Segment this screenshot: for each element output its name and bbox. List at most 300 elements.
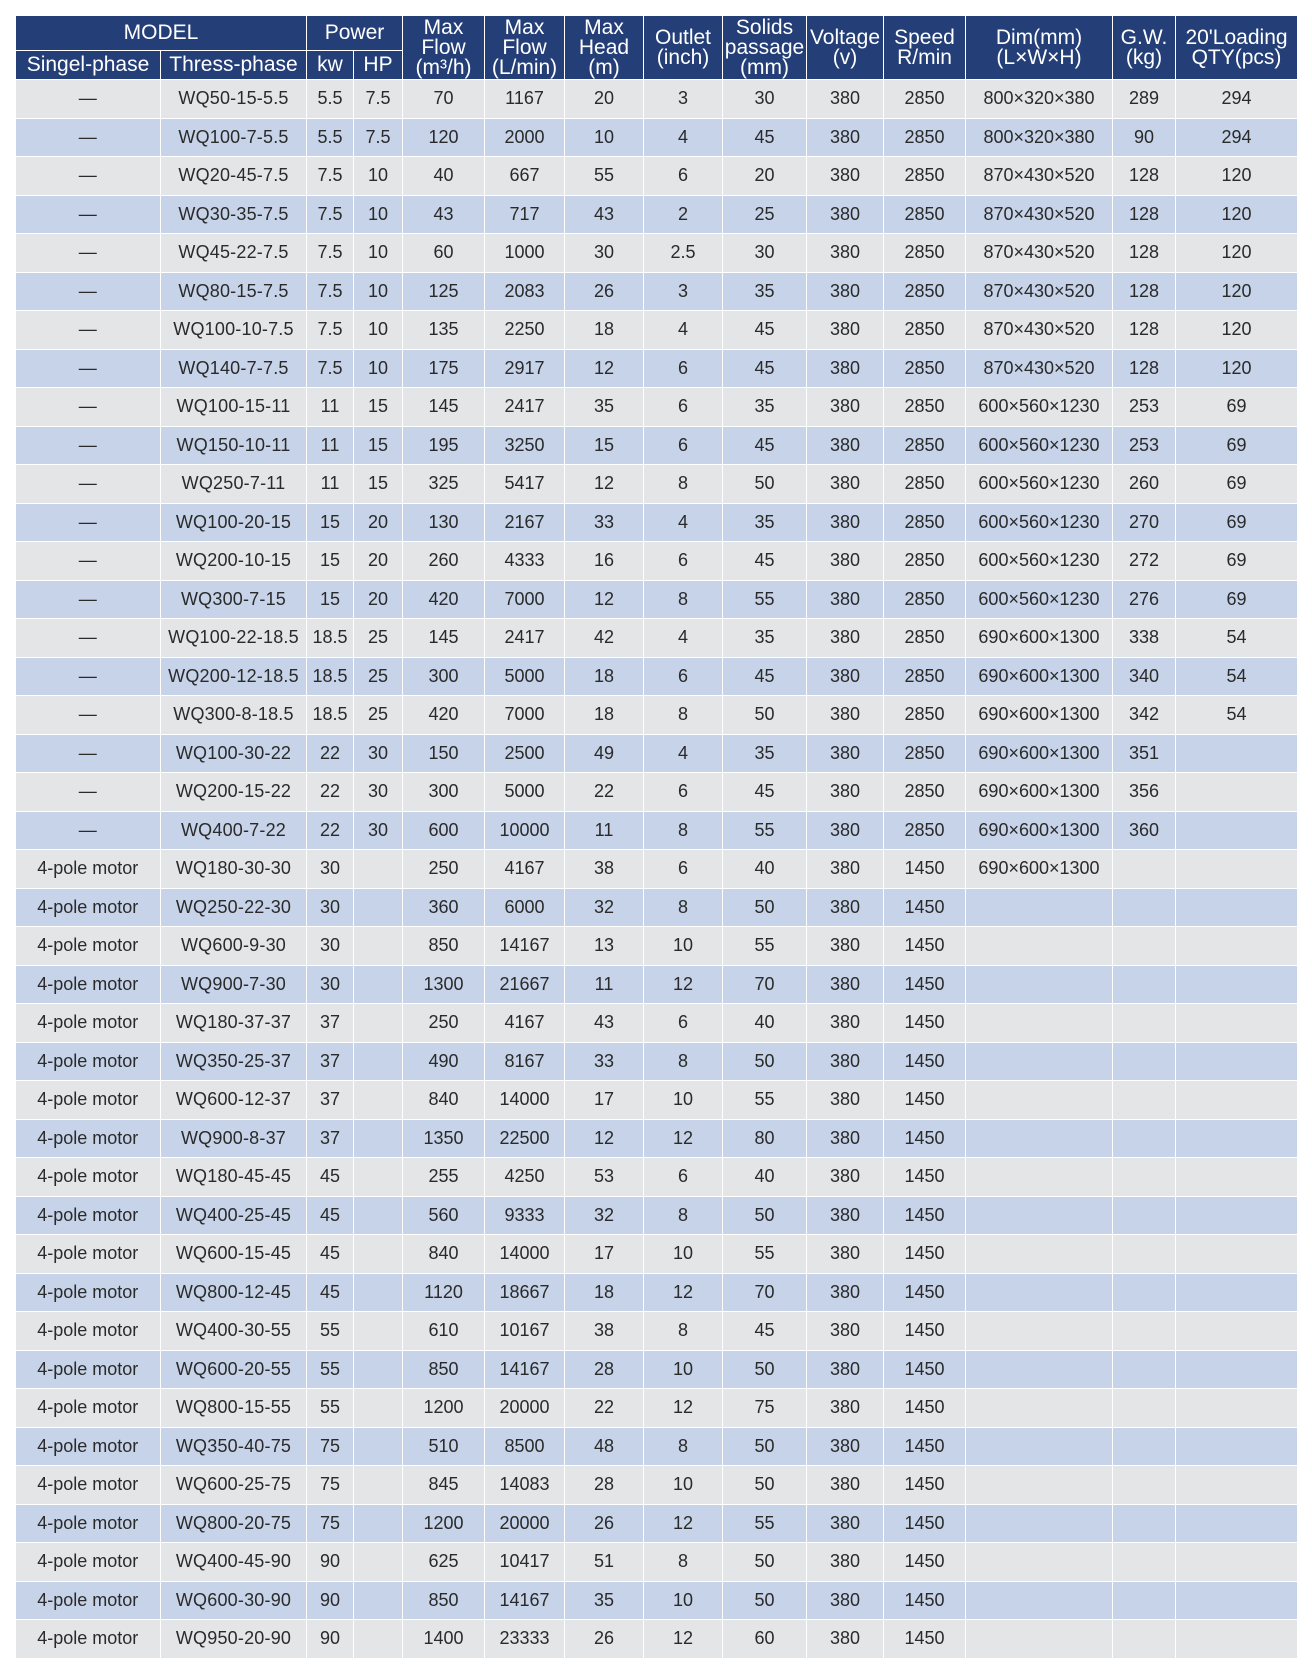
cell-hp: 30: [354, 734, 403, 773]
cell-three-phase: WQ80-15-7.5: [161, 272, 307, 311]
table-row: [16, 465, 1298, 504]
cell-single-phase: —: [16, 580, 161, 619]
cell-gw: [1113, 1504, 1176, 1543]
cell-dim: [966, 1350, 1113, 1389]
cell-solids: 60: [723, 1620, 807, 1659]
cell-head: 18: [565, 696, 644, 735]
cell-dim: 870×430×520: [966, 157, 1113, 196]
cell-qty: [1176, 1389, 1298, 1428]
cell-hp: 25: [354, 619, 403, 658]
header-hp: HP: [354, 51, 403, 80]
cell-single-phase: 4-pole motor: [16, 1158, 161, 1197]
cell-kw: 90: [307, 1543, 354, 1582]
cell-outlet: 10: [644, 927, 723, 966]
cell-outlet: 6: [644, 542, 723, 581]
cell-voltage: 380: [807, 426, 884, 465]
cell-single-phase: 4-pole motor: [16, 1581, 161, 1620]
cell-flow-m3h: 420: [403, 696, 485, 735]
cell-single-phase: —: [16, 811, 161, 850]
cell-speed: 1450: [884, 1350, 966, 1389]
cell-head: 35: [565, 388, 644, 427]
cell-gw: 260: [1113, 465, 1176, 504]
cell-hp: [354, 1350, 403, 1389]
cell-speed: 1450: [884, 1389, 966, 1428]
cell-dim: [966, 927, 1113, 966]
cell-voltage: 380: [807, 503, 884, 542]
cell-hp: 10: [354, 349, 403, 388]
cell-outlet: 6: [644, 773, 723, 812]
cell-three-phase: WQ900-7-30: [161, 965, 307, 1004]
cell-flow-lmin: 5000: [485, 773, 565, 812]
cell-three-phase: WQ100-10-7.5: [161, 311, 307, 350]
cell-outlet: 8: [644, 696, 723, 735]
header-max-head: [565, 16, 644, 80]
table-row: [16, 1158, 1298, 1197]
cell-qty: [1176, 1581, 1298, 1620]
cell-kw: 37: [307, 1081, 354, 1120]
cell-single-phase: —: [16, 619, 161, 658]
cell-flow-m3h: 850: [403, 1350, 485, 1389]
cell-speed: 2850: [884, 80, 966, 119]
cell-outlet: 2: [644, 195, 723, 234]
cell-gw: [1113, 1273, 1176, 1312]
header-solids-passage: [723, 16, 807, 80]
cell-voltage: 380: [807, 1081, 884, 1120]
cell-head: 12: [565, 465, 644, 504]
cell-dim: [966, 1042, 1113, 1081]
cell-head: 12: [565, 1119, 644, 1158]
cell-kw: 18.5: [307, 696, 354, 735]
cell-dim: 870×430×520: [966, 272, 1113, 311]
cell-speed: 1450: [884, 1620, 966, 1659]
cell-three-phase: WQ50-15-5.5: [161, 80, 307, 119]
cell-three-phase: WQ800-20-75: [161, 1504, 307, 1543]
cell-flow-lmin: 4250: [485, 1158, 565, 1197]
cell-gw: [1113, 1158, 1176, 1197]
cell-speed: 2850: [884, 311, 966, 350]
cell-flow-lmin: 14083: [485, 1466, 565, 1505]
cell-head: 16: [565, 542, 644, 581]
cell-single-phase: 4-pole motor: [16, 1196, 161, 1235]
cell-single-phase: —: [16, 773, 161, 812]
cell-three-phase: WQ900-8-37: [161, 1119, 307, 1158]
cell-solids: 45: [723, 773, 807, 812]
cell-outlet: 6: [644, 850, 723, 889]
cell-solids: 30: [723, 234, 807, 273]
cell-solids: 40: [723, 1158, 807, 1197]
cell-dim: 870×430×520: [966, 311, 1113, 350]
cell-hp: 30: [354, 811, 403, 850]
table-row: [16, 272, 1298, 311]
cell-flow-lmin: 8167: [485, 1042, 565, 1081]
cell-hp: [354, 1042, 403, 1081]
cell-flow-m3h: 130: [403, 503, 485, 542]
cell-solids: 50: [723, 1350, 807, 1389]
cell-voltage: 380: [807, 1350, 884, 1389]
cell-kw: 30: [307, 965, 354, 1004]
cell-kw: 45: [307, 1196, 354, 1235]
cell-head: 11: [565, 965, 644, 1004]
table-header: [16, 16, 1298, 80]
cell-qty: [1176, 1158, 1298, 1197]
cell-hp: [354, 1620, 403, 1659]
cell-outlet: 10: [644, 1581, 723, 1620]
cell-head: 12: [565, 349, 644, 388]
cell-solids: 45: [723, 542, 807, 581]
table-row: [16, 311, 1298, 350]
cell-single-phase: —: [16, 349, 161, 388]
cell-kw: 11: [307, 388, 354, 427]
cell-flow-m3h: 1300: [403, 965, 485, 1004]
cell-head: 17: [565, 1081, 644, 1120]
cell-outlet: 4: [644, 311, 723, 350]
cell-outlet: 12: [644, 965, 723, 1004]
cell-voltage: 380: [807, 349, 884, 388]
cell-speed: 2850: [884, 657, 966, 696]
cell-voltage: 380: [807, 1042, 884, 1081]
cell-flow-m3h: 300: [403, 773, 485, 812]
cell-voltage: 380: [807, 1004, 884, 1043]
table-row: [16, 1581, 1298, 1620]
cell-outlet: 6: [644, 657, 723, 696]
cell-flow-lmin: 10000: [485, 811, 565, 850]
cell-hp: [354, 850, 403, 889]
cell-three-phase: WQ250-7-11: [161, 465, 307, 504]
cell-flow-m3h: 70: [403, 80, 485, 119]
cell-flow-lmin: 14167: [485, 927, 565, 966]
cell-flow-lmin: 20000: [485, 1504, 565, 1543]
cell-kw: 7.5: [307, 157, 354, 196]
cell-voltage: 380: [807, 157, 884, 196]
cell-hp: 15: [354, 388, 403, 427]
cell-speed: 2850: [884, 773, 966, 812]
cell-speed: 1450: [884, 1119, 966, 1158]
header-line: Max: [504, 15, 545, 39]
table-row: [16, 734, 1298, 773]
cell-voltage: 380: [807, 696, 884, 735]
header-voltage: [807, 16, 884, 80]
header-max-flow-m3h: [403, 16, 485, 80]
cell-hp: [354, 888, 403, 927]
cell-voltage: 380: [807, 1427, 884, 1466]
cell-flow-lmin: 14000: [485, 1235, 565, 1274]
table-row: [16, 696, 1298, 735]
cell-solids: 50: [723, 696, 807, 735]
cell-flow-lmin: 7000: [485, 696, 565, 735]
cell-flow-m3h: 560: [403, 1196, 485, 1235]
cell-dim: [966, 1081, 1113, 1120]
cell-qty: [1176, 811, 1298, 850]
header-line: (m): [588, 55, 620, 79]
cell-single-phase: 4-pole motor: [16, 1119, 161, 1158]
cell-speed: 1450: [884, 1581, 966, 1620]
cell-flow-m3h: 850: [403, 1581, 485, 1620]
cell-flow-m3h: 145: [403, 619, 485, 658]
header-dimensions: [966, 16, 1113, 80]
cell-gw: 253: [1113, 426, 1176, 465]
header-line: (v): [832, 45, 858, 69]
cell-solids: 25: [723, 195, 807, 234]
table-row: [16, 1466, 1298, 1505]
cell-gw: [1113, 1581, 1176, 1620]
cell-gw: 128: [1113, 195, 1176, 234]
cell-solids: 40: [723, 850, 807, 889]
cell-voltage: 380: [807, 1504, 884, 1543]
cell-hp: 10: [354, 272, 403, 311]
header-model-label: MODEL: [123, 21, 199, 44]
cell-dim: [966, 1466, 1113, 1505]
cell-flow-lmin: 18667: [485, 1273, 565, 1312]
cell-hp: 30: [354, 773, 403, 812]
cell-head: 55: [565, 157, 644, 196]
cell-speed: 2850: [884, 195, 966, 234]
cell-flow-lmin: 2500: [485, 734, 565, 773]
cell-voltage: 380: [807, 1581, 884, 1620]
cell-flow-lmin: 2417: [485, 388, 565, 427]
cell-hp: 25: [354, 696, 403, 735]
cell-head: 51: [565, 1543, 644, 1582]
cell-dim: [966, 1119, 1113, 1158]
table-row: [16, 1004, 1298, 1043]
cell-outlet: 3: [644, 272, 723, 311]
table-row: [16, 1196, 1298, 1235]
cell-head: 26: [565, 1620, 644, 1659]
cell-solids: 70: [723, 965, 807, 1004]
cell-solids: 50: [723, 465, 807, 504]
cell-three-phase: WQ300-8-18.5: [161, 696, 307, 735]
cell-three-phase: WQ350-40-75: [161, 1427, 307, 1466]
cell-qty: [1176, 1427, 1298, 1466]
header-three-phase: Thress-phase: [161, 51, 307, 80]
cell-dim: 690×600×1300: [966, 657, 1113, 696]
cell-flow-lmin: 717: [485, 195, 565, 234]
table-row: [16, 542, 1298, 581]
header-outlet: [644, 16, 723, 80]
table-row: [16, 388, 1298, 427]
table-row: [16, 619, 1298, 658]
header-line: Outlet: [654, 25, 712, 49]
cell-kw: 22: [307, 773, 354, 812]
cell-solids: 40: [723, 1004, 807, 1043]
cell-speed: 1450: [884, 1466, 966, 1505]
cell-flow-lmin: 9333: [485, 1196, 565, 1235]
table-row: [16, 773, 1298, 812]
cell-dim: [966, 1004, 1113, 1043]
header-line: R/min: [897, 45, 952, 69]
cell-outlet: 3: [644, 80, 723, 119]
cell-solids: 45: [723, 657, 807, 696]
cell-speed: 1450: [884, 1504, 966, 1543]
cell-speed: 1450: [884, 850, 966, 889]
cell-flow-m3h: 1400: [403, 1620, 485, 1659]
cell-kw: 15: [307, 503, 354, 542]
cell-kw: 18.5: [307, 619, 354, 658]
cell-flow-lmin: 23333: [485, 1620, 565, 1659]
cell-kw: 5.5: [307, 80, 354, 119]
cell-head: 18: [565, 1273, 644, 1312]
header-speed: [884, 16, 966, 80]
cell-single-phase: —: [16, 388, 161, 427]
cell-outlet: 8: [644, 580, 723, 619]
cell-voltage: 380: [807, 388, 884, 427]
table-row: [16, 888, 1298, 927]
header-line: (m³/h): [415, 55, 472, 79]
cell-outlet: 4: [644, 734, 723, 773]
cell-hp: 7.5: [354, 118, 403, 157]
cell-flow-m3h: 420: [403, 580, 485, 619]
cell-solids: 55: [723, 811, 807, 850]
cell-gw: 276: [1113, 580, 1176, 619]
cell-qty: 120: [1176, 157, 1298, 196]
cell-flow-lmin: 14167: [485, 1350, 565, 1389]
cell-gw: [1113, 1389, 1176, 1428]
cell-head: 20: [565, 80, 644, 119]
cell-gw: [1113, 1235, 1176, 1274]
cell-head: 48: [565, 1427, 644, 1466]
cell-speed: 1450: [884, 888, 966, 927]
cell-hp: [354, 1389, 403, 1428]
cell-gw: 128: [1113, 272, 1176, 311]
cell-dim: [966, 1196, 1113, 1235]
cell-qty: [1176, 1620, 1298, 1659]
cell-qty: [1176, 1466, 1298, 1505]
cell-hp: [354, 1119, 403, 1158]
cell-flow-lmin: 14167: [485, 1581, 565, 1620]
cell-outlet: 8: [644, 811, 723, 850]
cell-speed: 2850: [884, 465, 966, 504]
cell-qty: [1176, 1504, 1298, 1543]
cell-single-phase: 4-pole motor: [16, 1235, 161, 1274]
cell-head: 18: [565, 311, 644, 350]
cell-three-phase: WQ300-7-15: [161, 580, 307, 619]
cell-speed: 2850: [884, 426, 966, 465]
header-line: 20'Loading: [1185, 25, 1288, 49]
cell-single-phase: —: [16, 311, 161, 350]
cell-speed: 2850: [884, 234, 966, 273]
cell-flow-m3h: 195: [403, 426, 485, 465]
cell-solids: 35: [723, 619, 807, 658]
cell-qty: 54: [1176, 619, 1298, 658]
cell-flow-m3h: 43: [403, 195, 485, 234]
cell-solids: 30: [723, 80, 807, 119]
cell-qty: [1176, 1350, 1298, 1389]
cell-dim: 600×560×1230: [966, 542, 1113, 581]
cell-dim: 690×600×1300: [966, 811, 1113, 850]
header-line: passage: [724, 35, 805, 59]
cell-flow-lmin: 2417: [485, 619, 565, 658]
cell-flow-m3h: 845: [403, 1466, 485, 1505]
cell-qty: 69: [1176, 542, 1298, 581]
cell-speed: 1450: [884, 1158, 966, 1197]
cell-outlet: 12: [644, 1119, 723, 1158]
cell-gw: 342: [1113, 696, 1176, 735]
cell-speed: 1450: [884, 1543, 966, 1582]
cell-gw: [1113, 1350, 1176, 1389]
table-row: [16, 1543, 1298, 1582]
cell-voltage: 380: [807, 888, 884, 927]
cell-flow-m3h: 490: [403, 1042, 485, 1081]
cell-three-phase: WQ200-10-15: [161, 542, 307, 581]
header-line: (L/min): [491, 55, 558, 79]
cell-dim: [966, 1504, 1113, 1543]
cell-dim: [966, 1273, 1113, 1312]
cell-three-phase: WQ100-20-15: [161, 503, 307, 542]
cell-gw: [1113, 1119, 1176, 1158]
cell-outlet: 8: [644, 1427, 723, 1466]
cell-gw: [1113, 1196, 1176, 1235]
cell-qty: [1176, 1042, 1298, 1081]
cell-hp: [354, 1312, 403, 1351]
cell-qty: 120: [1176, 272, 1298, 311]
cell-solids: 70: [723, 1273, 807, 1312]
cell-outlet: 6: [644, 388, 723, 427]
cell-gw: [1113, 850, 1176, 889]
cell-dim: [966, 1389, 1113, 1428]
cell-speed: 2850: [884, 118, 966, 157]
cell-outlet: 12: [644, 1273, 723, 1312]
cell-head: 49: [565, 734, 644, 773]
cell-hp: [354, 1235, 403, 1274]
cell-dim: 600×560×1230: [966, 426, 1113, 465]
cell-kw: 37: [307, 1119, 354, 1158]
cell-three-phase: WQ600-15-45: [161, 1235, 307, 1274]
cell-outlet: 8: [644, 1042, 723, 1081]
cell-flow-m3h: 40: [403, 157, 485, 196]
cell-gw: [1113, 1427, 1176, 1466]
cell-head: 38: [565, 1312, 644, 1351]
cell-outlet: 8: [644, 1312, 723, 1351]
cell-solids: 50: [723, 1581, 807, 1620]
cell-outlet: 4: [644, 503, 723, 542]
cell-single-phase: 4-pole motor: [16, 1004, 161, 1043]
cell-voltage: 380: [807, 1312, 884, 1351]
cell-three-phase: WQ30-35-7.5: [161, 195, 307, 234]
cell-qty: [1176, 773, 1298, 812]
cell-voltage: 380: [807, 234, 884, 273]
header-line: Dim(mm): [995, 25, 1083, 49]
cell-kw: 55: [307, 1312, 354, 1351]
cell-solids: 50: [723, 888, 807, 927]
cell-flow-m3h: 1120: [403, 1273, 485, 1312]
cell-qty: 54: [1176, 657, 1298, 696]
cell-qty: [1176, 1004, 1298, 1043]
cell-three-phase: WQ950-20-90: [161, 1620, 307, 1659]
cell-solids: 50: [723, 1427, 807, 1466]
cell-single-phase: 4-pole motor: [16, 1081, 161, 1120]
table-row: [16, 426, 1298, 465]
cell-voltage: 380: [807, 465, 884, 504]
header-line: (mm): [740, 55, 789, 79]
cell-outlet: 10: [644, 1466, 723, 1505]
cell-outlet: 12: [644, 1389, 723, 1428]
cell-three-phase: WQ100-7-5.5: [161, 118, 307, 157]
cell-qty: 69: [1176, 503, 1298, 542]
cell-three-phase: WQ800-15-55: [161, 1389, 307, 1428]
cell-hp: 10: [354, 311, 403, 350]
cell-gw: 338: [1113, 619, 1176, 658]
cell-three-phase: WQ200-15-22: [161, 773, 307, 812]
cell-outlet: 8: [644, 1543, 723, 1582]
cell-single-phase: 4-pole motor: [16, 1504, 161, 1543]
cell-flow-m3h: 255: [403, 1158, 485, 1197]
cell-qty: 120: [1176, 349, 1298, 388]
cell-three-phase: WQ100-15-11: [161, 388, 307, 427]
cell-voltage: 380: [807, 1196, 884, 1235]
table-body: [16, 80, 1298, 1659]
cell-speed: 2850: [884, 388, 966, 427]
cell-single-phase: 4-pole motor: [16, 1389, 161, 1428]
table-row: [16, 965, 1298, 1004]
